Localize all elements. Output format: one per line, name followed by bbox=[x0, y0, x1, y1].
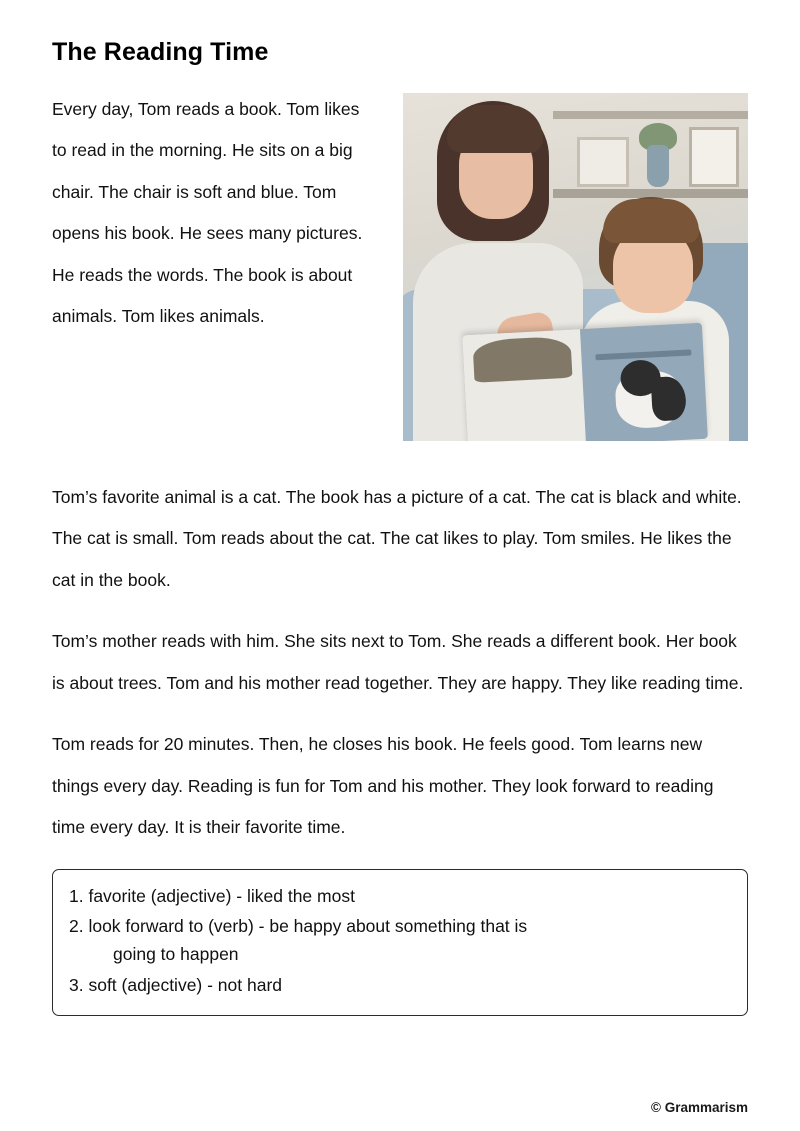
paragraph-2: Tom’s favorite animal is a cat. The book has a picture of a cat. The cat is black and white. The cat is small. Tom reads about the cat. The cat likes to play. Tom smiles. He likes the cat in the book. bbox=[52, 487, 742, 590]
mother-hair-front bbox=[447, 105, 543, 153]
book-cover-text bbox=[595, 349, 691, 360]
paragraph-4: Tom reads for 20 minutes. Then, he closes his book. He feels good. Tom learns new things every day. Reading is fun for Tom and his mother. They look forward to reading time every day. It is their favorite time. bbox=[52, 734, 714, 838]
picture-frame-2-icon bbox=[689, 127, 739, 187]
vocabulary-item: 3. soft (adjective) - not hard bbox=[69, 974, 283, 995]
vocabulary-box bbox=[52, 869, 748, 1016]
intro-block bbox=[52, 89, 748, 455]
book-left-page bbox=[462, 329, 586, 441]
open-book bbox=[462, 323, 708, 441]
shelf-upper bbox=[553, 111, 748, 119]
vocabulary-item-continuation: going to happen bbox=[113, 944, 239, 965]
paragraph-1: Every day, Tom reads a book. Tom likes to read in the morning. He sits on a big chair. The chair is soft and blue. Tom opens his book. He sees many pictures. He reads the words. The book is about animals. Tom likes animals. bbox=[52, 99, 363, 327]
reading-illustration bbox=[403, 93, 748, 441]
boy-hair-front bbox=[603, 199, 699, 243]
page-title: The Reading Time bbox=[52, 38, 269, 66]
picture-frame-icon bbox=[577, 137, 629, 187]
vase-icon bbox=[647, 145, 669, 187]
paragraph-3: Tom’s mother reads with him. She sits next to Tom. She reads a different book. Her book is about trees. Tom and his mother read together. They are happy. They like reading time. bbox=[52, 631, 744, 693]
copyright-footer: © Grammarism bbox=[651, 1100, 748, 1115]
vocabulary-item-text: 2. look forward to (verb) - be happy about something that is bbox=[69, 916, 528, 937]
vocabulary-list bbox=[69, 882, 731, 999]
book-trees-illustration bbox=[472, 336, 572, 383]
vocabulary-item: 1. favorite (adjective) - liked the most bbox=[69, 885, 355, 906]
vocabulary-item bbox=[69, 912, 731, 969]
